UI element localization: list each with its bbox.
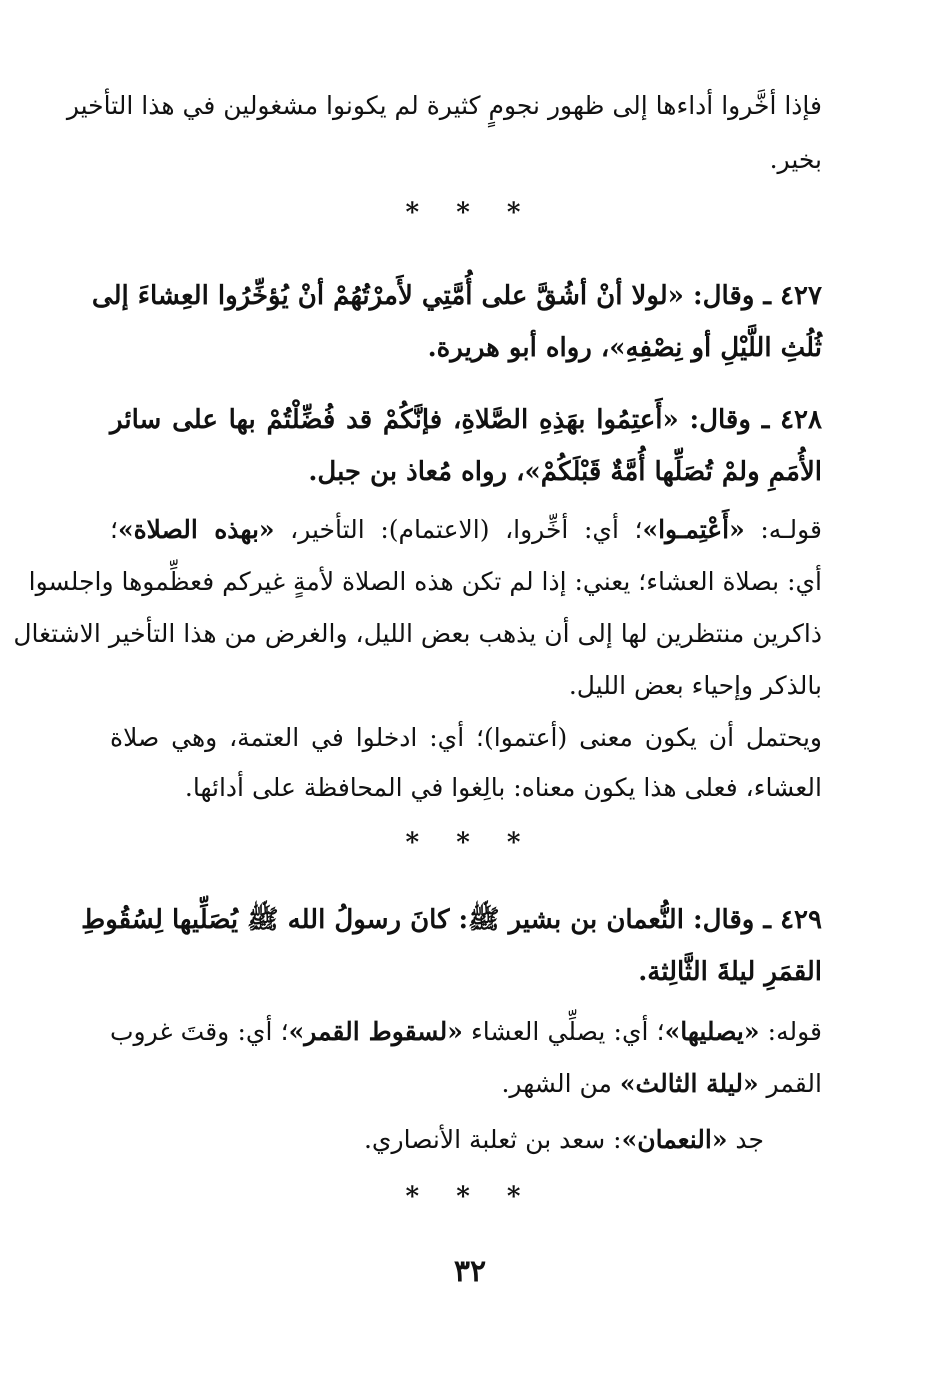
quoted-term: «لسقوط القمر»	[288, 1017, 463, 1046]
commentary-text: ؛ أي: يصلِّي العشاء	[462, 1017, 665, 1046]
commentary-text: جد	[727, 1125, 764, 1154]
commentary-429-line-3	[364, 1120, 764, 1160]
commentary-text: القمر	[758, 1069, 822, 1098]
commentary-428-line-6: العشاء، فعلى هذا يكون معناه: بالِغوا في المحافظة على أدائها.	[184, 773, 822, 802]
hadith-429-line-2: القمَرِ ليلةَ الثَّالِثة.	[638, 957, 822, 987]
hadith-427-line-2: ثُلُثِ اللَّيْلِ أو نِصْفِهِ»، رواه أبو هريرة.	[427, 333, 822, 363]
commentary-text: قوله:	[759, 1017, 822, 1046]
top-paragraph-line-1: فإذا أخَّروا أداءها إلى ظهور نجومٍ كثيرة لم يكونوا مشغولين في هذا التأخير	[66, 91, 822, 120]
page-number: ٣٢	[453, 1254, 487, 1289]
quoted-term: «بهذه الصلاة»	[117, 515, 275, 544]
commentary-428-line-3: ذاكرين منتظرين لها إلى أن يذهب بعض الليل، والغرض من هذا التأخير الاشتغال	[13, 619, 822, 648]
commentary-text: ؛ أي: وقتَ غروب	[110, 1017, 289, 1046]
commentary-428-line-1	[110, 510, 822, 550]
quoted-term: «ليلة الثالث»	[619, 1069, 759, 1098]
commentary-text: من الشهر.	[501, 1069, 620, 1098]
commentary-text: قولـه:	[744, 515, 822, 544]
quoted-term: «أَعْتِمـوا»	[642, 515, 745, 544]
top-paragraph-line-2: بخير.	[769, 145, 822, 174]
hadith-428-line-2: الأُمَمِ ولمْ تُصَلِّها أُمَّةٌ قَبْلَكُمْ»، رواه مُعاذ بن جبل.	[308, 457, 822, 487]
hadith-429-line-1: ٤٢٩ ـ وقال: النُّعمان بن بشير ﷺ: كانَ رسولُ الله ﷺ يُصَلِّيها لِسُقُوطِ	[81, 905, 822, 935]
section-separator-1: * * *	[405, 198, 535, 228]
commentary-429-line-1	[110, 1012, 822, 1052]
section-separator-3: * * *	[405, 1182, 535, 1212]
section-separator-2: * * *	[405, 828, 535, 858]
hadith-428-line-1: ٤٢٨ ـ وقال: «أَعتِمُوا بهَذِهِ الصَّلاةِ، فإنَّكُمْ قد فُضِّلْتُمْ بها على سائر	[110, 405, 822, 435]
commentary-text: ؛	[110, 515, 118, 544]
commentary-428-line-2: أي: بصلاة العشاء؛ يعني: إذا لم تكن هذه الصلاة لأمةٍ غيركم فعظِّموها واجلسوا	[28, 567, 822, 596]
commentary-text: ؛ أي: أخِّروا، (الاعتمام): التأخير،	[274, 515, 643, 544]
commentary-428-line-4: بالذكر وإحياء بعض الليل.	[568, 671, 822, 700]
hadith-427-line-1: ٤٢٧ ـ وقال: «لولا أنْ أشُقَّ على أُمَّتِي لأَمرْتُهُمْ أنْ يُؤخِّرُوا العِشاءَ إلى	[91, 281, 822, 311]
commentary-text: : سعد بن ثعلبة الأنصاري.	[363, 1125, 622, 1154]
commentary-429-line-2	[501, 1064, 822, 1104]
quoted-term: «يصليها»	[664, 1017, 760, 1046]
commentary-428-line-5: ويحتمل أن يكون معنى (أعتموا)؛ أي: ادخلوا في العتمة، وهي صلاة	[110, 723, 822, 752]
quoted-term: «النعمان»	[621, 1125, 728, 1154]
